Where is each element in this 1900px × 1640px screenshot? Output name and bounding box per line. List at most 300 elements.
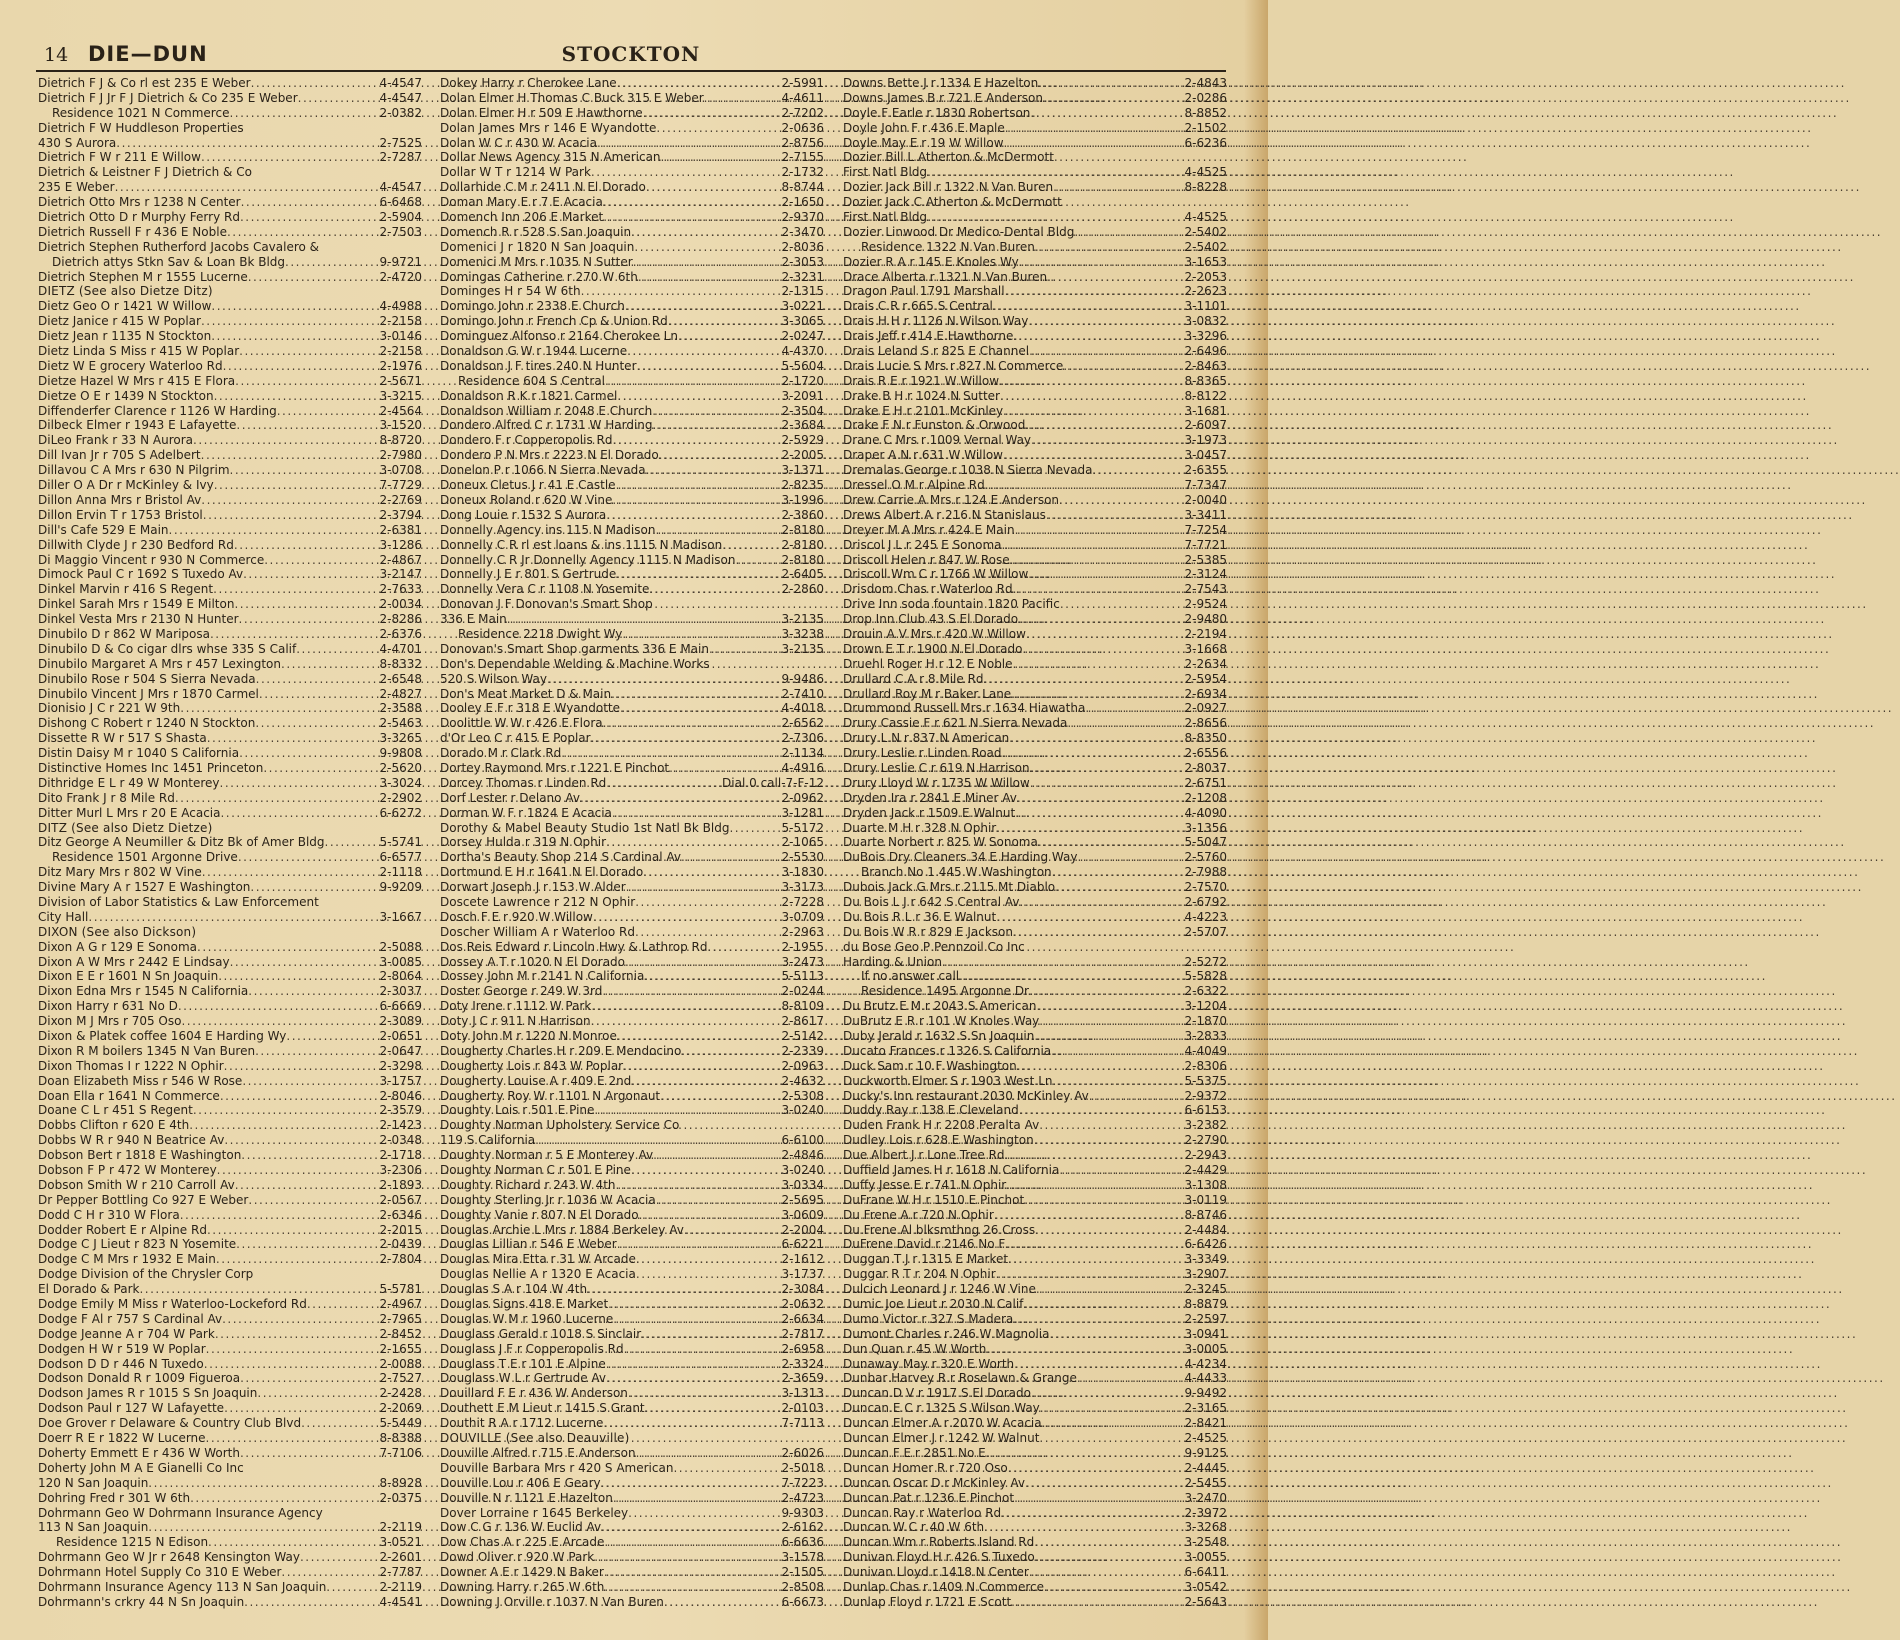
leader-dots [608,1297,780,1312]
phone-number: 2-2963 [781,924,824,939]
leader-dots [1013,657,1184,672]
phone-number: 5-5449 [379,1416,422,1431]
leader-dots [684,1223,781,1238]
leader-dots [656,1193,781,1208]
listing-entry [440,1282,824,1297]
listing-entry [440,746,824,761]
listing-entry [440,821,824,836]
listing-name: Dilbeck Elmer r 1943 E Lafayette [38,418,237,433]
phone-number: 2-8180 [781,552,824,567]
leader-dots [999,374,1183,389]
leader-dots [1022,642,1183,657]
phone-number: 2-3324 [781,1356,824,1371]
listing-name: Drais R E r 1921 W Willow [843,373,1000,388]
listing-name: Dietrich attys Stkn Sav & Loan Bk Bldg [52,254,286,269]
listing-entry [440,106,824,121]
phone-number: 3-3265 [379,731,422,746]
listing-entry [440,195,824,210]
phone-number: 9-9125 [1184,1445,1227,1460]
listing-entry [38,969,422,984]
leader-dots [1010,553,1184,568]
leader-dots [1026,627,1184,642]
listing-name: Ditz George A Neumiller & Ditz Bk of Amer Bldg [38,835,325,850]
listing-name: Dumo Victor r 327 S Madera [843,1311,1014,1326]
leader-dots [229,106,378,121]
listing-name: Duck Sam r 10 F Washington [843,1058,1017,1073]
listing-name: Dudley Lois r 628 E Washington [843,1133,1034,1148]
listing-name: Dill Ivan Jr r 705 S Adelbert [38,448,201,463]
listing-name: Dixon Edna Mrs r 1545 N California [38,984,249,999]
listing-name: Don's Dependable Welding & Machine Works [440,656,710,671]
listing-entry [38,1029,422,1044]
leader-dots [643,106,781,121]
leader-dots [617,1029,781,1044]
listing-entry [38,1148,422,1163]
listing-entry [440,1461,824,1476]
phone-number: 2-5991 [781,76,824,90]
phone-number: 2-5402 [1184,224,1227,239]
listing-name: Dunlap Chas r 1409 N Commerce [843,1579,1044,1594]
listing-name: Dougherty Louise A r 409 E 2nd [440,1073,632,1088]
listing-name: Duarte Norbert r 825 W Sonoma [843,835,1038,850]
listing-name: Du Brutz E M r 2043 S American [843,999,1037,1014]
directory-column-3 [843,76,1227,1610]
listing-name: Drake E H r 2101 McKinley [843,403,1004,418]
leader-dots [206,1431,379,1446]
listing-name: Dondero P N Mrs r 2223 N El Dorado [440,448,659,463]
leader-dots [624,1342,781,1357]
listing-name: Dryden Jack r 1509 E Walnut [843,805,1016,820]
phone-number: 4-4234 [1184,1356,1227,1371]
phone-number: 3-0005 [1184,1341,1227,1356]
listing-name: Doe Grover r Delaware & Country Club Blvd [38,1416,302,1431]
listing-continuation [440,627,824,642]
listing-entry [843,746,1227,761]
leader-dots [1038,76,1183,91]
listing-name: Dunivan Floyd H r 426 S Tuxedo [843,1550,1035,1565]
listing-name: 119 S California [440,1133,536,1148]
listing-continuation [38,1282,422,1297]
phone-number: 3-1668 [1184,641,1227,656]
listing-entry [843,359,1227,374]
listing-name: Dunaway May r 320 E Worth [843,1356,1015,1371]
listing-name: Doman Mary E r 7 E Acacia [440,195,603,210]
listing-entry [843,299,1227,314]
listing-entry [843,463,1227,478]
listing-entry [38,597,422,612]
listing-name: Dixon & Platek coffee 1604 E Harding Wy [38,1029,287,1043]
listing-entry [843,1476,1227,1491]
listing-entry [440,255,824,270]
leader-dots [606,1357,781,1372]
phone-number: 2-8756 [781,135,824,150]
listing-entry [440,270,824,285]
phone-number: 2-2769 [379,492,422,507]
listing-name: Dietze Hazel W Mrs r 415 E Flora [38,373,236,388]
leader-dots [181,1014,378,1029]
phone-number: 2-8036 [781,239,824,254]
listing-entry [843,642,1227,657]
listing-name: Douglass Gerald r 1018 S Sinclair [440,1326,642,1341]
leader-dots [1014,1357,1183,1372]
phone-number: 2-6322 [1184,984,1227,999]
phone-number: 2-6496 [1184,344,1227,359]
phone-number: 7-7729 [379,478,422,493]
listing-entry [440,1014,824,1029]
listing-name: Dixon M J Mrs r 705 Oso [38,1014,182,1029]
listing-name: Doughty Norman C r 501 E Pine [440,1163,631,1178]
leader-dots [622,627,780,642]
leader-dots [1059,1163,1183,1178]
leader-dots [984,1520,1183,1535]
leader-dots [234,538,379,553]
listing-name: Duncan Homer R r 720 Oso [843,1460,1008,1475]
listing-entry [440,329,824,344]
listing-name: d'Or Leo C r 415 E Poplar [440,731,591,746]
listing-continuation [38,106,422,121]
leader-dots [236,418,378,433]
listing-name: Dodgen H W r 519 W Poplar [38,1341,206,1356]
listing-entry [38,225,422,240]
listing-entry [843,329,1227,344]
leader-dots [561,746,780,761]
phone-number: 4-4370 [781,344,824,359]
leader-dots [613,1491,781,1506]
leader-dots [214,389,379,404]
leader-dots [1034,1029,1183,1044]
phone-number: 2-7633 [379,582,422,597]
leader-dots [993,299,1184,314]
listing-name: Domenici M Mrs r 1035 N Sutter [440,254,633,269]
listing-entry [38,270,422,285]
phone-number: 8-8228 [1184,180,1227,195]
phone-number: 4-4090 [1184,805,1227,820]
listing-entry [38,418,422,433]
listing-name: Dohrmann Insurance Agency 113 N San Joaquin [38,1579,327,1594]
phone-number: 2-8463 [1184,358,1227,373]
leader-dots [986,1446,1184,1461]
listing-name: DuBois Dry Cleaners 34 E Harding Way [843,850,1078,865]
listing-name: Ditz Mary Mrs r 802 W Vine [38,865,202,880]
listing-entry [440,1089,824,1104]
leader-dots [217,1163,379,1178]
listing-name: Di Maggio Vincent r 930 N Commerce [38,552,265,567]
listing-entry [440,1535,824,1550]
phone-number: 2-2069 [379,1401,422,1416]
listing-entry [38,493,422,508]
leader-dots [1000,389,1184,404]
directory-column-1 [38,76,422,1610]
phone-number: 3-3411 [1184,507,1227,522]
listing-name: Donnelly Vera C r 1108 N Yosemite [440,582,650,597]
listing-entry [440,1029,824,1044]
listing-name: Dinubilo D & Co cigar dlrs whse 335 S Calif [38,641,297,656]
listing-entry [38,1297,422,1312]
cross-reference-heading [440,1431,824,1446]
phone-number: 2-7965 [379,1311,422,1326]
leader-dots [678,329,781,344]
leader-dots [617,389,780,404]
listing-entry [38,121,422,136]
phone-number: 2-2601 [379,1550,422,1565]
leader-dots [300,1550,379,1565]
listing-name: Drace Alberta r 1321 N Van Buren [843,269,1048,284]
listing-name: Dohrmann Hotel Supply Co 310 E Weber [38,1565,282,1580]
listing-name: Doneux Cletus J r 41 E Castle [440,478,616,493]
leader-dots [1005,284,1184,299]
leader-dots [1019,1103,1184,1118]
listing-entry [38,687,422,702]
listing-name: Doerr R E r 1822 W Lucerne [38,1431,206,1446]
listing-name: Dorwart Joseph J r 153 W Alder [440,880,626,895]
leader-dots [580,791,781,806]
listing-name: Dozier Bill L Atherton & McDermott [843,150,1054,165]
phone-number: 6-6100 [781,1133,824,1148]
phone-number: 2-2623 [1184,284,1227,299]
listing-name: Dortey Raymond Mrs r 1221 E Pinchot [440,760,670,775]
listing-entry [843,1565,1227,1580]
listing-entry [440,478,824,493]
listing-name: Dolan James Mrs r 146 E Wyandotte [440,120,657,135]
leader-dots [281,1565,378,1580]
listing-name: Dodge Emily M Miss r Waterloo-Lockeford Rd [38,1297,307,1312]
listing-name: Dinubilo Vincent J Mrs r 1870 Carmel [38,686,259,701]
phone-number: 3-1757 [379,1073,422,1088]
leader-dots [1001,1506,1183,1521]
leader-dots [214,478,379,493]
phone-number: 7-7223 [781,1475,824,1490]
listing-entry [38,1565,422,1580]
listing-name: Doty John M r 1220 N Monroe [440,1029,617,1043]
listing-entry [440,850,824,865]
leader-dots [1035,240,1184,255]
phone-number: 3-1308 [1184,1177,1227,1192]
leader-dots [264,553,378,568]
phone-number: 2-5671 [379,373,422,388]
leader-dots [277,404,379,419]
phone-number: 3-1681 [1184,403,1227,418]
leader-dots [652,404,780,419]
leader-dots [211,329,378,344]
listing-name: Dougherty Charles H r 209 E Mendocino [440,1043,682,1058]
listing-entry [843,1282,1227,1297]
listing-name: Dobson Bert r 1818 E Washington [38,1148,242,1163]
phone-number: 3-1281 [781,805,824,820]
cross-reference-heading [38,821,422,836]
phone-number: 2-8452 [379,1326,422,1341]
leader-dots [242,1074,378,1089]
listing-entry [38,1431,422,1446]
listing-entry [440,1357,824,1372]
leader-dots [606,508,780,523]
phone-number: 2-6634 [781,1311,824,1326]
phone-number: 2-3089 [379,1014,422,1029]
listing-entry [843,1148,1227,1163]
listing-name: Dougherty Lois r 843 W Poplar [440,1058,624,1073]
listing-continuation [440,612,824,627]
leader-dots [1004,136,1184,151]
listing-name: Dietrich F W r 211 E Willow [38,150,201,165]
listing-entry [440,716,824,731]
listing-entry [440,1520,824,1535]
listing-entry [440,136,824,151]
phone-number: 3-1667 [379,909,422,924]
phone-number: 9-9492 [1184,1386,1227,1401]
leader-dots [1013,1312,1183,1327]
phone-number: 3-1101 [1184,299,1227,314]
city-heading: STOCKTON [561,42,701,66]
phone-number: 2-2119 [379,1579,422,1594]
listing-entry [38,1044,422,1059]
phone-number: 2-2158 [379,344,422,359]
phone-number: 2-7410 [781,686,824,701]
listing-name: Dobbs Clifton r 620 E 4th [38,1118,190,1133]
leader-dots [148,1520,378,1535]
leader-dots [656,121,780,136]
listing-name: 120 N San Joaquin [38,1475,149,1490]
listing-name: Domingo John r 2338 E Church [440,299,625,314]
listing-entry [440,1565,824,1580]
listing-entry [38,567,422,582]
listing-entry [843,1237,1227,1252]
phone-number: 2-8508 [781,1579,824,1594]
phone-number: 3-1356 [1184,820,1227,835]
phone-number: 2-8421 [1184,1416,1227,1431]
leader-dots [240,1371,378,1386]
listing-continuation [38,850,422,865]
phone-number: 5-5781 [379,1282,422,1297]
leader-dots [1077,850,1183,865]
listing-name: Dos Reis Edward r Lincoln Hwy & Lathrop Rd [440,939,708,954]
phone-number: 4-4018 [781,701,824,716]
listing-entry [440,1401,824,1416]
leader-dots [644,969,780,984]
listing-name: Dow C G r 136 W Euclid Av [440,1520,602,1535]
listing-name: Doyle May E r 19 W Willow [843,135,1004,150]
listing-name: Dietz Janice r 415 W Poplar [38,314,201,329]
phone-number: 2-6934 [1184,686,1227,701]
phone-number: 2-2597 [1184,1311,1227,1326]
phone-number: 6-6153 [1184,1103,1227,1118]
leader-dots [591,1014,781,1029]
leader-dots [222,1312,378,1327]
listing-entry [843,1357,1227,1372]
phone-number: 2-3860 [781,507,824,522]
listing-entry [38,1103,422,1118]
listing-name: DIETZ (See also Dietze Ditz) [38,284,213,299]
leader-dots [606,1371,780,1386]
leader-dots [1029,1565,1184,1580]
leader-dots [180,1208,379,1223]
listing-name: Divine Mary A r 1527 E Washington [38,880,251,895]
phone-number: 8-8852 [1184,105,1227,120]
listing-entry [38,1223,422,1238]
leader-dots [636,1446,781,1461]
listing-name: Don's Meat Market D & Main [440,686,612,701]
leader-dots [985,478,1184,493]
listing-name: Doughty Lois r 501 E Pine [440,1103,595,1118]
phone-number: 2-4564 [379,403,422,418]
phone-number: 2-1423 [379,1118,422,1133]
listing-entry [38,1550,422,1565]
listing-name: Dover Lorraine r 1645 Berkeley [440,1505,629,1520]
leader-dots [942,955,1184,970]
phone-number: 5-5047 [1184,835,1227,850]
listing-name: Downs Bette J r 1334 E Hazelton [843,76,1039,90]
leader-dots [224,1133,378,1148]
listing-entry [440,687,824,702]
leader-dots [1003,448,1183,463]
phone-number: 3-3349 [1184,1252,1227,1267]
leader-dots [1050,1327,1184,1342]
listing-entry [440,910,824,925]
leader-dots [625,955,780,970]
listing-name: Drury Leslie r Linden Road [843,746,1002,761]
listing-entry [38,1327,422,1342]
listing-name: Dietz Geo O r 1421 W Willow [38,299,212,314]
phone-number: 2-5142 [781,1029,824,1043]
leader-dots [240,1446,379,1461]
phone-number: 2-6381 [379,522,422,537]
leader-dots [1031,433,1183,448]
phone-number: 2-1732 [781,165,824,180]
leader-dots [1067,716,1183,731]
leader-dots [631,1163,781,1178]
leader-dots [256,672,379,687]
leader-dots [1011,1595,1183,1610]
listing-entry [38,538,422,553]
listing-entry [440,404,824,419]
listing-entry [38,955,422,970]
listing-name: Residence 1021 N Commerce [52,105,230,120]
listing-name: Duby Jerald r 1632 S Sn Joaquin [843,1029,1035,1043]
listing-entry [843,150,1227,165]
leader-dots [206,1342,379,1357]
phone-number: 3-1313 [781,1386,824,1401]
phone-number: 3-0146 [379,329,422,344]
leader-dots [255,1044,378,1059]
leader-dots [213,582,378,597]
leader-dots [1055,880,1183,895]
phone-number: 9-9808 [379,746,422,761]
listing-name: Donovan J F Donovan's Smart Shop [440,597,653,612]
phone-number: 2-5643 [1184,1594,1227,1609]
listing-entry [38,1267,422,1282]
listing-name: Dozier Jack C Atherton & McDermott [843,195,1062,210]
phone-number: 2-6376 [379,626,422,641]
leader-dots [612,433,780,448]
listing-name: Dixon A G r 129 E Sonoma [38,939,198,954]
leader-dots [1060,597,1184,612]
leader-dots [606,776,721,791]
leader-dots [613,1312,780,1327]
phone-number: 4-4525 [1184,165,1227,180]
listing-name: Dithridge E L r 49 W Monterey [38,775,220,790]
phone-number: 4-4547 [379,76,422,90]
listing-entry [843,821,1227,836]
phone-number: 2-2902 [379,790,422,805]
listing-entry [38,984,422,999]
phone-number: 5-5604 [781,358,824,373]
leader-dots [250,880,378,895]
listing-name: Drais Leland S r 825 E Channel [843,344,1030,359]
phone-number: 2-2634 [1184,656,1227,671]
listing-entry [38,1506,422,1521]
leader-dots [1008,1461,1184,1476]
listing-name: Draper A N r 631 W Willow [843,448,1003,463]
phone-number: 3-1737 [781,1267,824,1282]
listing-entry [440,1103,824,1118]
